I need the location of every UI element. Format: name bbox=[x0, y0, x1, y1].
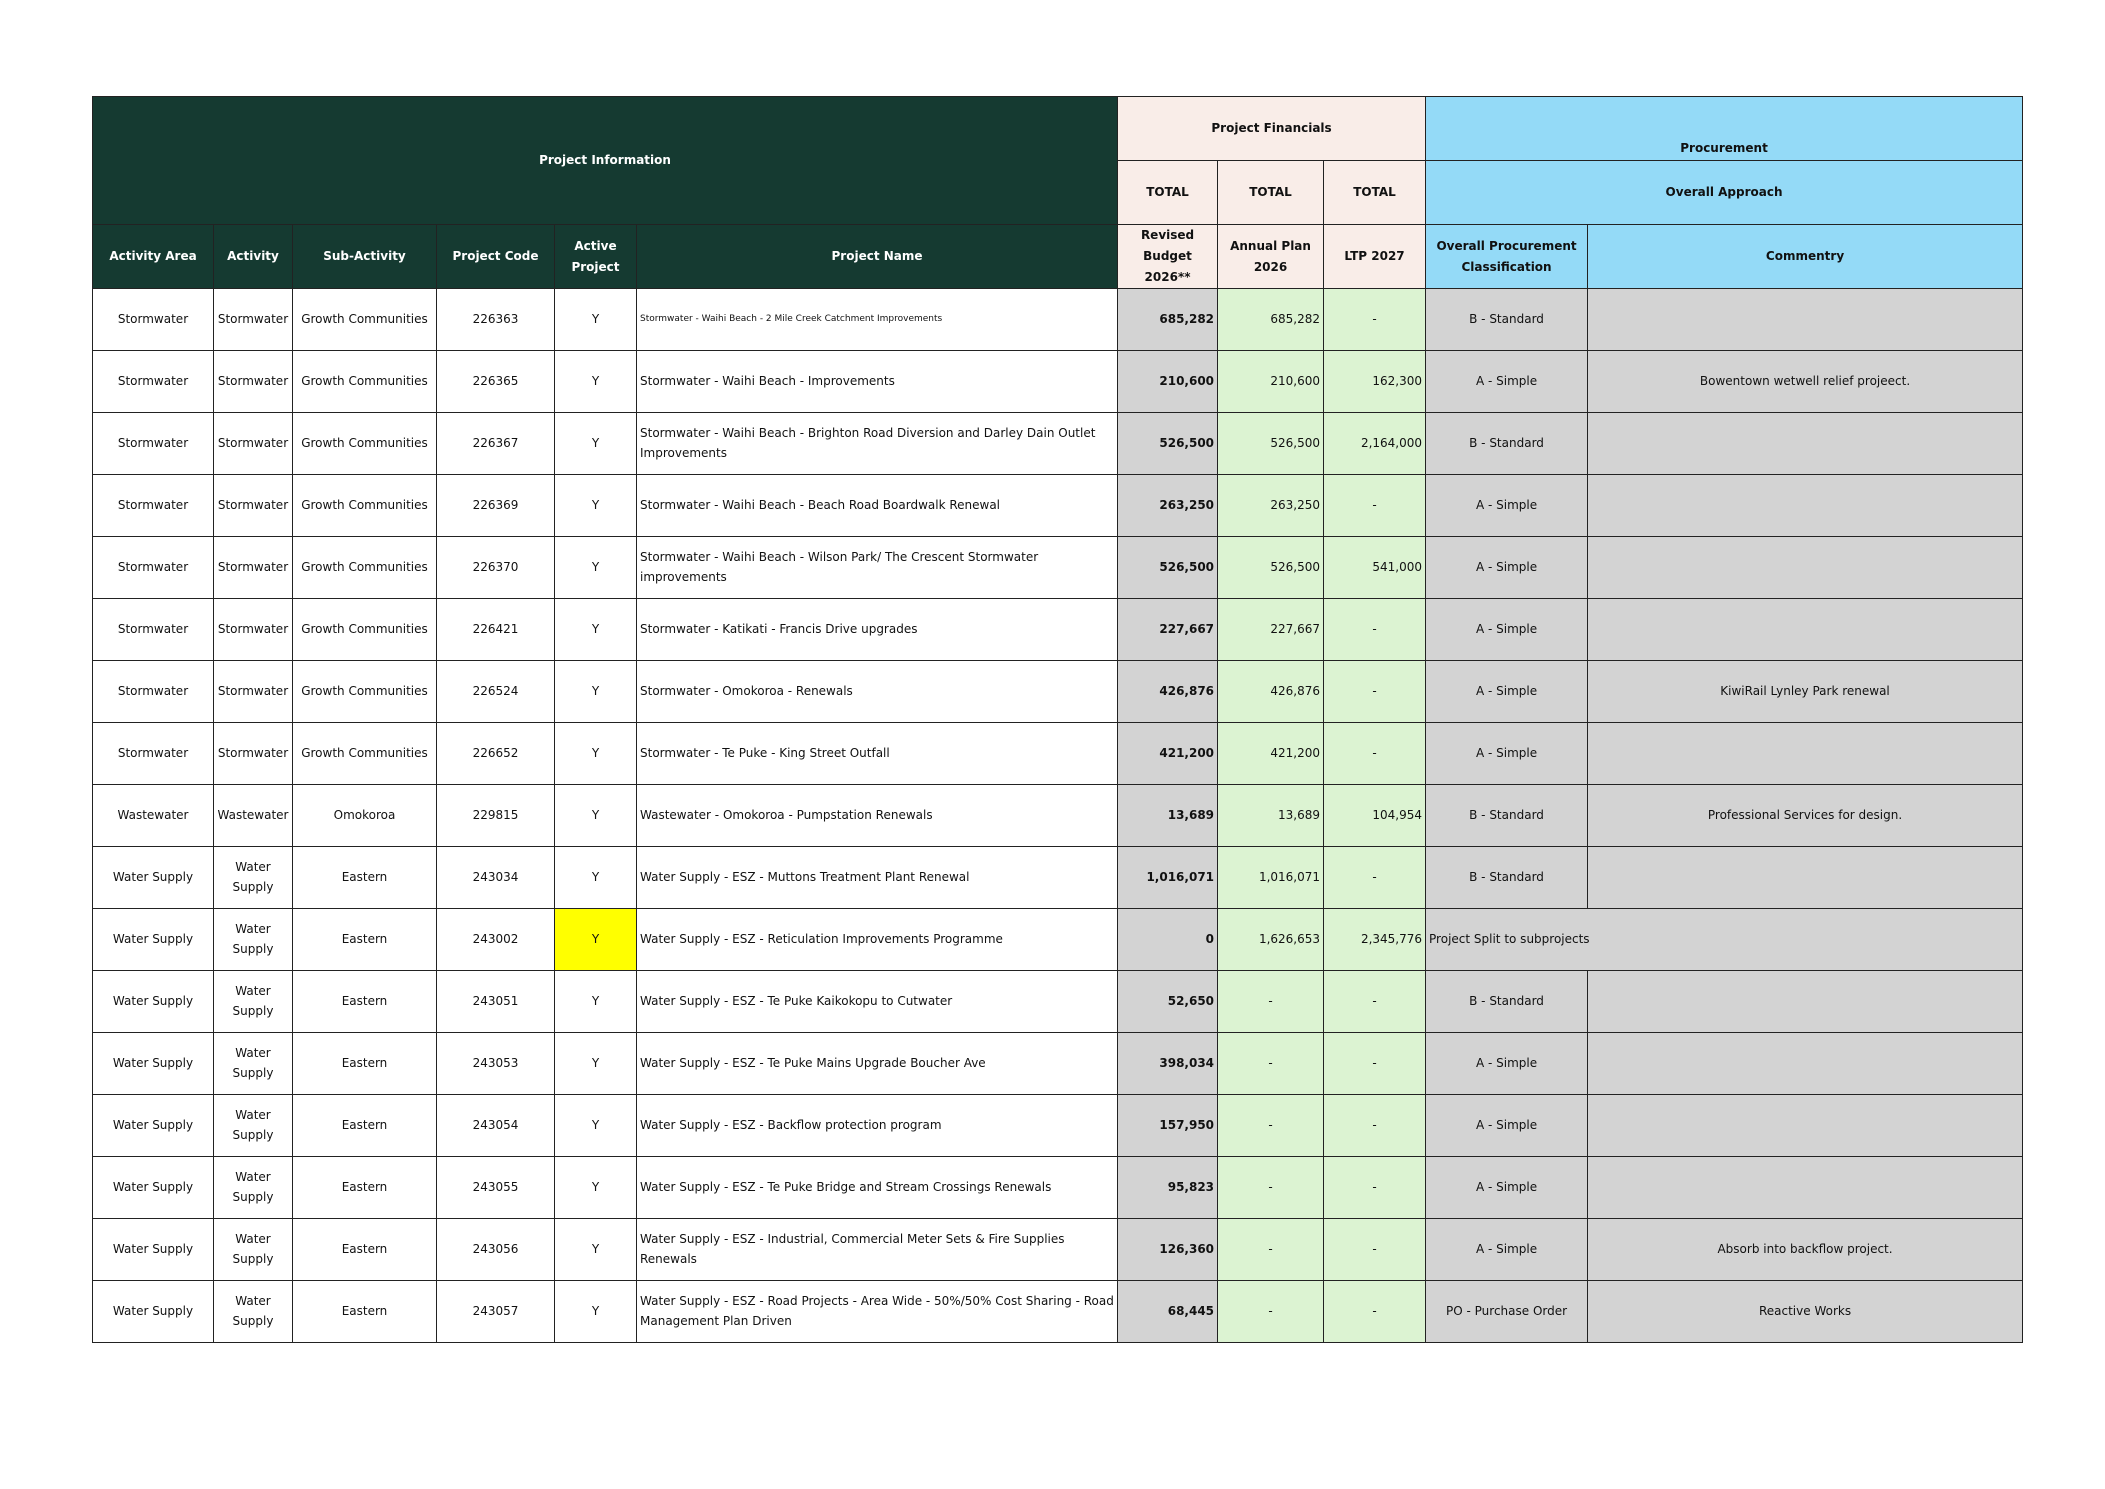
cell-project-name: Water Supply - ESZ - Reticulation Improvements Programme bbox=[637, 909, 1118, 971]
cell-sub-activity: Omokoroa bbox=[293, 785, 437, 847]
cell-classification: A - Simple bbox=[1426, 1157, 1588, 1219]
cell-active-project-highlighted: Y bbox=[555, 909, 637, 971]
cell-commentary bbox=[1588, 1157, 2023, 1219]
cell-annual-plan: 227,667 bbox=[1218, 599, 1324, 661]
cell-active-project: Y bbox=[555, 661, 637, 723]
table-row bbox=[93, 909, 2023, 971]
col-sub-activity: Sub-Activity bbox=[293, 225, 437, 289]
cell-project-name: Stormwater - Waihi Beach - 2 Mile Creek Catchment Improvements bbox=[637, 289, 1118, 351]
cell-ltp: - bbox=[1324, 1157, 1426, 1219]
col-project-code: Project Code bbox=[437, 225, 555, 289]
cell-ltp: 2,345,776 bbox=[1324, 909, 1426, 971]
cell-ltp: - bbox=[1324, 1095, 1426, 1157]
cell-sub-activity: Eastern bbox=[293, 1281, 437, 1343]
cell-activity: Water Supply bbox=[214, 909, 293, 971]
cell-ltp: 162,300 bbox=[1324, 351, 1426, 413]
table-row bbox=[93, 1281, 2023, 1343]
cell-activity-area: Water Supply bbox=[93, 1033, 214, 1095]
cell-project-name: Stormwater - Waihi Beach - Improvements bbox=[637, 351, 1118, 413]
cell-project-code: 243051 bbox=[437, 971, 555, 1033]
cell-classification: A - Simple bbox=[1426, 1095, 1588, 1157]
cell-commentary bbox=[1588, 1095, 2023, 1157]
cell-project-code: 243054 bbox=[437, 1095, 555, 1157]
cell-sub-activity: Eastern bbox=[293, 1033, 437, 1095]
cell-annual-plan: - bbox=[1218, 1157, 1324, 1219]
cell-annual-plan: - bbox=[1218, 1095, 1324, 1157]
cell-activity: Water Supply bbox=[214, 971, 293, 1033]
cell-sub-activity: Growth Communities bbox=[293, 599, 437, 661]
cell-project-name: Water Supply - ESZ - Te Puke Bridge and Stream Crossings Renewals bbox=[637, 1157, 1118, 1219]
cell-commentary: Bowentown wetwell relief projeect. bbox=[1588, 351, 2023, 413]
cell-project-code: 226421 bbox=[437, 599, 555, 661]
cell-activity-area: Stormwater bbox=[93, 661, 214, 723]
cell-activity-area: Stormwater bbox=[93, 537, 214, 599]
cell-revised-budget: 0 bbox=[1118, 909, 1218, 971]
table-row bbox=[93, 1095, 2023, 1157]
cell-revised-budget: 263,250 bbox=[1118, 475, 1218, 537]
cell-classification: A - Simple bbox=[1426, 1219, 1588, 1281]
cell-activity-area: Stormwater bbox=[93, 289, 214, 351]
cell-project-name: Water Supply - ESZ - Te Puke Mains Upgrade Boucher Ave bbox=[637, 1033, 1118, 1095]
cell-active-project: Y bbox=[555, 1095, 637, 1157]
cell-active-project: Y bbox=[555, 537, 637, 599]
cell-activity: Water Supply bbox=[214, 1219, 293, 1281]
cell-annual-plan: 685,282 bbox=[1218, 289, 1324, 351]
cell-active-project: Y bbox=[555, 1281, 637, 1343]
col-project-name: Project Name bbox=[637, 225, 1118, 289]
table-row bbox=[93, 785, 2023, 847]
cell-classification: A - Simple bbox=[1426, 537, 1588, 599]
header-procurement bbox=[1426, 97, 2023, 161]
cell-activity: Stormwater bbox=[214, 413, 293, 475]
cell-sub-activity: Growth Communities bbox=[293, 723, 437, 785]
cell-project-code: 226369 bbox=[437, 475, 555, 537]
cell-revised-budget: 1,016,071 bbox=[1118, 847, 1218, 909]
cell-project-code: 226365 bbox=[437, 351, 555, 413]
cell-project-code: 226363 bbox=[437, 289, 555, 351]
col-activity: Activity bbox=[214, 225, 293, 289]
cell-activity: Water Supply bbox=[214, 847, 293, 909]
cell-annual-plan: - bbox=[1218, 971, 1324, 1033]
cell-project-code: 243057 bbox=[437, 1281, 555, 1343]
cell-project-code: 226370 bbox=[437, 537, 555, 599]
cell-classification: B - Standard bbox=[1426, 413, 1588, 475]
cell-classification: B - Standard bbox=[1426, 971, 1588, 1033]
col-revised-budget: Revised Budget 2026** bbox=[1118, 225, 1218, 289]
cell-revised-budget: 526,500 bbox=[1118, 413, 1218, 475]
col-activity-area: Activity Area bbox=[93, 225, 214, 289]
cell-annual-plan: 210,600 bbox=[1218, 351, 1324, 413]
cell-revised-budget: 13,689 bbox=[1118, 785, 1218, 847]
cell-commentary bbox=[1588, 1033, 2023, 1095]
cell-active-project: Y bbox=[555, 1033, 637, 1095]
cell-classification: A - Simple bbox=[1426, 351, 1588, 413]
cell-activity: Stormwater bbox=[214, 475, 293, 537]
cell-active-project: Y bbox=[555, 475, 637, 537]
cell-ltp: - bbox=[1324, 723, 1426, 785]
cell-annual-plan: 526,500 bbox=[1218, 413, 1324, 475]
cell-classification: B - Standard bbox=[1426, 785, 1588, 847]
cell-ltp: - bbox=[1324, 971, 1426, 1033]
cell-active-project: Y bbox=[555, 289, 637, 351]
cell-ltp: 541,000 bbox=[1324, 537, 1426, 599]
cell-activity: Stormwater bbox=[214, 723, 293, 785]
cell-sub-activity: Growth Communities bbox=[293, 413, 437, 475]
cell-activity-area: Stormwater bbox=[93, 723, 214, 785]
table-row bbox=[93, 723, 2023, 785]
header-project-information: Project Information bbox=[93, 97, 1118, 225]
cell-activity-area: Water Supply bbox=[93, 847, 214, 909]
cell-active-project: Y bbox=[555, 723, 637, 785]
cell-classification: A - Simple bbox=[1426, 475, 1588, 537]
cell-sub-activity: Growth Communities bbox=[293, 537, 437, 599]
header-procurement-label: Procurement bbox=[1680, 140, 1768, 155]
cell-annual-plan: 421,200 bbox=[1218, 723, 1324, 785]
cell-activity-area: Stormwater bbox=[93, 599, 214, 661]
cell-activity-area: Water Supply bbox=[93, 1095, 214, 1157]
project-table bbox=[92, 96, 2023, 1343]
cell-sub-activity: Growth Communities bbox=[293, 475, 437, 537]
cell-project-code: 243002 bbox=[437, 909, 555, 971]
col-commentary: Commentry bbox=[1588, 225, 2023, 289]
cell-commentary bbox=[1588, 971, 2023, 1033]
cell-active-project: Y bbox=[555, 785, 637, 847]
cell-project-code: 226524 bbox=[437, 661, 555, 723]
table-row bbox=[93, 537, 2023, 599]
cell-classification: B - Standard bbox=[1426, 289, 1588, 351]
cell-classification: A - Simple bbox=[1426, 1033, 1588, 1095]
cell-revised-budget: 68,445 bbox=[1118, 1281, 1218, 1343]
cell-active-project: Y bbox=[555, 847, 637, 909]
header-project-financials: Project Financials bbox=[1118, 97, 1426, 161]
table-row bbox=[93, 599, 2023, 661]
cell-commentary: Reactive Works bbox=[1588, 1281, 2023, 1343]
cell-ltp: - bbox=[1324, 1281, 1426, 1343]
cell-activity: Stormwater bbox=[214, 289, 293, 351]
cell-sub-activity: Eastern bbox=[293, 847, 437, 909]
cell-active-project: Y bbox=[555, 971, 637, 1033]
cell-revised-budget: 52,650 bbox=[1118, 971, 1218, 1033]
cell-activity-area: Water Supply bbox=[93, 909, 214, 971]
cell-activity: Stormwater bbox=[214, 599, 293, 661]
cell-classification: B - Standard bbox=[1426, 847, 1588, 909]
cell-sub-activity: Eastern bbox=[293, 1219, 437, 1281]
cell-sub-activity: Growth Communities bbox=[293, 289, 437, 351]
cell-revised-budget: 95,823 bbox=[1118, 1157, 1218, 1219]
cell-activity-area: Wastewater bbox=[93, 785, 214, 847]
cell-activity: Water Supply bbox=[214, 1095, 293, 1157]
table-row bbox=[93, 475, 2023, 537]
cell-ltp: - bbox=[1324, 599, 1426, 661]
cell-activity-area: Stormwater bbox=[93, 413, 214, 475]
cell-project-code: 243055 bbox=[437, 1157, 555, 1219]
cell-annual-plan: 1,626,653 bbox=[1218, 909, 1324, 971]
col-annual-plan: Annual Plan 2026 bbox=[1218, 225, 1324, 289]
table-row bbox=[93, 847, 2023, 909]
cell-revised-budget: 157,950 bbox=[1118, 1095, 1218, 1157]
cell-project-name: Water Supply - ESZ - Backflow protection program bbox=[637, 1095, 1118, 1157]
cell-activity: Stormwater bbox=[214, 537, 293, 599]
cell-revised-budget: 126,360 bbox=[1118, 1219, 1218, 1281]
cell-project-name: Stormwater - Te Puke - King Street Outfall bbox=[637, 723, 1118, 785]
cell-project-name: Water Supply - ESZ - Road Projects - Area Wide - 50%/50% Cost Sharing - Road Management Plan Driven bbox=[637, 1281, 1118, 1343]
cell-commentary: KiwiRail Lynley Park renewal bbox=[1588, 661, 2023, 723]
cell-activity-area: Water Supply bbox=[93, 971, 214, 1033]
cell-commentary bbox=[1588, 413, 2023, 475]
col-ltp: LTP 2027 bbox=[1324, 225, 1426, 289]
cell-classification: A - Simple bbox=[1426, 723, 1588, 785]
table-row bbox=[93, 1033, 2023, 1095]
cell-activity: Water Supply bbox=[214, 1033, 293, 1095]
cell-sub-activity: Eastern bbox=[293, 971, 437, 1033]
cell-project-name: Stormwater - Omokoroa - Renewals bbox=[637, 661, 1118, 723]
cell-project-name: Water Supply - ESZ - Industrial, Commercial Meter Sets & Fire Supplies Renewals bbox=[637, 1219, 1118, 1281]
cell-activity: Stormwater bbox=[214, 351, 293, 413]
cell-revised-budget: 421,200 bbox=[1118, 723, 1218, 785]
cell-revised-budget: 227,667 bbox=[1118, 599, 1218, 661]
cell-ltp: - bbox=[1324, 475, 1426, 537]
cell-ltp: - bbox=[1324, 1033, 1426, 1095]
cell-ltp: - bbox=[1324, 661, 1426, 723]
table-row bbox=[93, 289, 2023, 351]
cell-active-project: Y bbox=[555, 1157, 637, 1219]
cell-ltp: - bbox=[1324, 1219, 1426, 1281]
cell-project-name: Stormwater - Waihi Beach - Wilson Park/ The Crescent Stormwater improvements bbox=[637, 537, 1118, 599]
table-row bbox=[93, 351, 2023, 413]
cell-project-name: Stormwater - Katikati - Francis Drive upgrades bbox=[637, 599, 1118, 661]
cell-classification: A - Simple bbox=[1426, 661, 1588, 723]
cell-activity: Stormwater bbox=[214, 661, 293, 723]
cell-annual-plan: 1,016,071 bbox=[1218, 847, 1324, 909]
cell-sub-activity: Eastern bbox=[293, 1095, 437, 1157]
cell-classification: PO - Purchase Order bbox=[1426, 1281, 1588, 1343]
header-overall-approach: Overall Approach bbox=[1426, 161, 2023, 225]
col-active-project: Active Project bbox=[555, 225, 637, 289]
cell-project-code: 229815 bbox=[437, 785, 555, 847]
cell-active-project: Y bbox=[555, 599, 637, 661]
cell-project-code: 226367 bbox=[437, 413, 555, 475]
cell-active-project: Y bbox=[555, 351, 637, 413]
cell-commentary bbox=[1588, 537, 2023, 599]
cell-activity-area: Water Supply bbox=[93, 1157, 214, 1219]
cell-activity-area: Stormwater bbox=[93, 351, 214, 413]
cell-ltp: - bbox=[1324, 289, 1426, 351]
cell-activity: Water Supply bbox=[214, 1281, 293, 1343]
cell-activity: Wastewater bbox=[214, 785, 293, 847]
cell-annual-plan: 13,689 bbox=[1218, 785, 1324, 847]
cell-commentary bbox=[1588, 289, 2023, 351]
cell-revised-budget: 526,500 bbox=[1118, 537, 1218, 599]
cell-active-project: Y bbox=[555, 1219, 637, 1281]
cell-activity-area: Stormwater bbox=[93, 475, 214, 537]
cell-activity: Water Supply bbox=[214, 1157, 293, 1219]
cell-project-code: 243056 bbox=[437, 1219, 555, 1281]
table-row bbox=[93, 1157, 2023, 1219]
cell-ltp: 2,164,000 bbox=[1324, 413, 1426, 475]
table-row bbox=[93, 661, 2023, 723]
header-total-revised: TOTAL bbox=[1118, 161, 1218, 225]
cell-project-code: 226652 bbox=[437, 723, 555, 785]
cell-annual-plan: - bbox=[1218, 1033, 1324, 1095]
cell-revised-budget: 398,034 bbox=[1118, 1033, 1218, 1095]
cell-annual-plan: 263,250 bbox=[1218, 475, 1324, 537]
col-procurement-classification: Overall Procurement Classification bbox=[1426, 225, 1588, 289]
cell-project-name: Wastewater - Omokoroa - Pumpstation Renewals bbox=[637, 785, 1118, 847]
cell-project-code: 243034 bbox=[437, 847, 555, 909]
cell-sub-activity: Growth Communities bbox=[293, 351, 437, 413]
cell-annual-plan: 426,876 bbox=[1218, 661, 1324, 723]
cell-commentary: Professional Services for design. bbox=[1588, 785, 2023, 847]
cell-sub-activity: Eastern bbox=[293, 909, 437, 971]
cell-commentary bbox=[1588, 475, 2023, 537]
cell-project-name: Stormwater - Waihi Beach - Beach Road Boardwalk Renewal bbox=[637, 475, 1118, 537]
cell-revised-budget: 210,600 bbox=[1118, 351, 1218, 413]
cell-annual-plan: 526,500 bbox=[1218, 537, 1324, 599]
cell-commentary: Absorb into backflow project. bbox=[1588, 1219, 2023, 1281]
cell-commentary bbox=[1588, 723, 2023, 785]
cell-ltp: - bbox=[1324, 847, 1426, 909]
cell-split-note: Project Split to subprojects bbox=[1426, 909, 2023, 971]
cell-annual-plan: - bbox=[1218, 1219, 1324, 1281]
cell-project-name: Water Supply - ESZ - Te Puke Kaikokopu to Cutwater bbox=[637, 971, 1118, 1033]
header-total-annual: TOTAL bbox=[1218, 161, 1324, 225]
cell-activity-area: Water Supply bbox=[93, 1281, 214, 1343]
table-row bbox=[93, 413, 2023, 475]
cell-classification: A - Simple bbox=[1426, 599, 1588, 661]
cell-ltp: 104,954 bbox=[1324, 785, 1426, 847]
cell-commentary bbox=[1588, 847, 2023, 909]
header-total-ltp: TOTAL bbox=[1324, 161, 1426, 225]
cell-revised-budget: 685,282 bbox=[1118, 289, 1218, 351]
cell-annual-plan: - bbox=[1218, 1281, 1324, 1343]
cell-active-project: Y bbox=[555, 413, 637, 475]
cell-revised-budget: 426,876 bbox=[1118, 661, 1218, 723]
cell-activity-area: Water Supply bbox=[93, 1219, 214, 1281]
cell-sub-activity: Eastern bbox=[293, 1157, 437, 1219]
cell-project-code: 243053 bbox=[437, 1033, 555, 1095]
cell-project-name: Water Supply - ESZ - Muttons Treatment Plant Renewal bbox=[637, 847, 1118, 909]
table-row bbox=[93, 1219, 2023, 1281]
table-row bbox=[93, 971, 2023, 1033]
cell-commentary bbox=[1588, 599, 2023, 661]
cell-sub-activity: Growth Communities bbox=[293, 661, 437, 723]
cell-project-name: Stormwater - Waihi Beach - Brighton Road Diversion and Darley Dain Outlet Improvements bbox=[637, 413, 1118, 475]
